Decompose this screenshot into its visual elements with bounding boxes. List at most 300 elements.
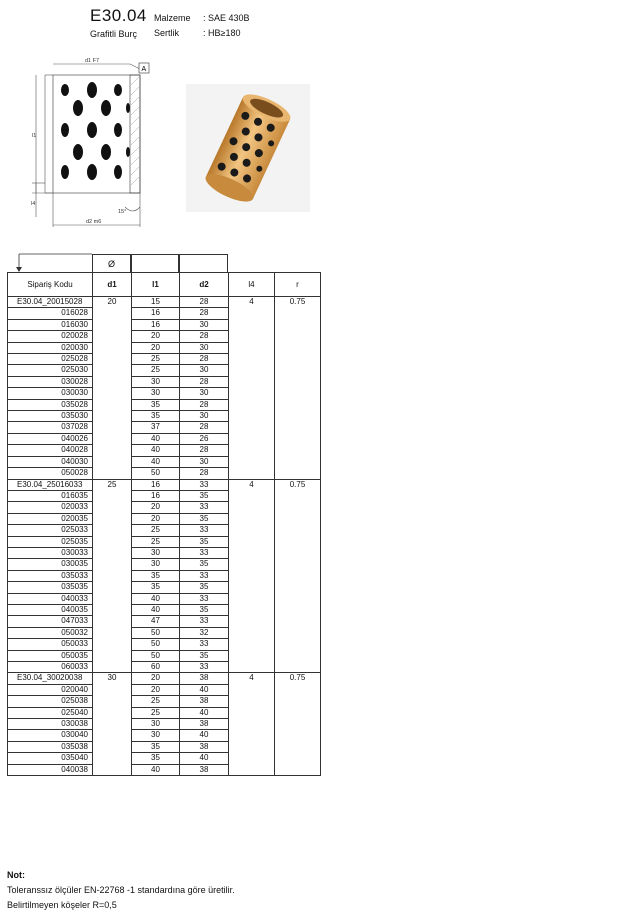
code-cell: 025038 (8, 696, 93, 707)
l1-cell: 25 (132, 707, 180, 718)
table-row (8, 456, 321, 467)
code-cell: 037028 (8, 422, 93, 433)
code-cell: 040028 (8, 445, 93, 456)
l1-cell: 30 (132, 388, 180, 399)
table-row (8, 308, 321, 319)
l4-cell (229, 684, 275, 695)
d1-cell (93, 365, 132, 376)
code-cell: 040035 (8, 604, 93, 615)
l1-cell: 40 (132, 593, 180, 604)
d2-cell: 28 (180, 354, 229, 365)
l1-cell: 25 (132, 365, 180, 376)
d1-cell (93, 536, 132, 547)
l4-cell: 4 (229, 479, 275, 490)
diameter-symbol: Ø (92, 254, 131, 273)
col-l4-header: l4 (229, 273, 275, 297)
l4-cell (229, 753, 275, 764)
d1-cell (93, 399, 132, 410)
d1-cell (93, 433, 132, 444)
d1-cell (93, 707, 132, 718)
r-cell (275, 662, 321, 673)
r-cell (275, 376, 321, 387)
code-cell: 035035 (8, 582, 93, 593)
angle-dimension: 15° (118, 209, 127, 215)
table-body (8, 297, 321, 776)
d2-cell: 32 (180, 627, 229, 638)
l1-cell: 16 (132, 308, 180, 319)
l1-cell: 35 (132, 399, 180, 410)
code-cell: 040038 (8, 764, 93, 775)
table-row (8, 639, 321, 650)
l1-cell: 30 (132, 719, 180, 730)
code-cell: 016030 (8, 319, 93, 330)
product-photo (186, 84, 310, 212)
d2-cell: 40 (180, 707, 229, 718)
r-cell (275, 696, 321, 707)
d1-cell (93, 582, 132, 593)
d1-cell (93, 684, 132, 695)
table-row (8, 297, 321, 308)
code-cell: 020028 (8, 331, 93, 342)
code-cell: 040030 (8, 456, 93, 467)
code-cell: 047033 (8, 616, 93, 627)
code-cell: 040033 (8, 593, 93, 604)
d1-cell (93, 627, 132, 638)
code-cell: 025040 (8, 707, 93, 718)
d1-cell (93, 719, 132, 730)
col-d1-header: d1 (93, 273, 132, 297)
l4-cell (229, 730, 275, 741)
code-cell: E30.04_20015028 (8, 297, 93, 308)
l4-cell (229, 331, 275, 342)
hardness-label: Sertlik (154, 28, 180, 38)
d2-cell: 35 (180, 536, 229, 547)
d1-cell (93, 741, 132, 752)
code-cell: 030038 (8, 719, 93, 730)
l1-dimension: l1 (32, 133, 37, 139)
r-cell: 0.75 (275, 479, 321, 490)
code-cell: 050028 (8, 468, 93, 479)
d2-cell: 33 (180, 616, 229, 627)
d1-cell (93, 662, 132, 673)
l1-cell: 30 (132, 376, 180, 387)
d1-cell (93, 422, 132, 433)
l1-cell: 60 (132, 662, 180, 673)
l4-cell (229, 433, 275, 444)
d2-cell: 35 (180, 604, 229, 615)
l4-cell (229, 559, 275, 570)
r-cell (275, 764, 321, 775)
l4-cell (229, 696, 275, 707)
l4-cell (229, 456, 275, 467)
table-row (8, 468, 321, 479)
table-row (8, 707, 321, 718)
l1-cell: 47 (132, 616, 180, 627)
table-row (8, 433, 321, 444)
l1-cell: 40 (132, 445, 180, 456)
r-cell (275, 627, 321, 638)
l1-cell: 15 (132, 297, 180, 308)
l1-cell: 20 (132, 684, 180, 695)
d2-cell: 26 (180, 433, 229, 444)
table-row (8, 502, 321, 513)
d2-cell: 28 (180, 297, 229, 308)
d2-cell: 33 (180, 570, 229, 581)
table-row (8, 536, 321, 547)
d1-cell (93, 604, 132, 615)
d2-cell: 35 (180, 513, 229, 524)
material-value: : SAE 430B (203, 13, 250, 23)
code-cell: 020035 (8, 513, 93, 524)
notes (7, 868, 235, 913)
d2-cell: 35 (180, 582, 229, 593)
table-row (8, 547, 321, 558)
table-row (8, 753, 321, 764)
d2-dimension: d2 m6 (86, 219, 102, 225)
d2-cell: 30 (180, 342, 229, 353)
d1-cell (93, 547, 132, 558)
r-cell (275, 308, 321, 319)
code-cell: 035033 (8, 570, 93, 581)
table-row (8, 730, 321, 741)
l4-cell (229, 354, 275, 365)
d1-cell (93, 456, 132, 467)
table-row (8, 662, 321, 673)
table-row (8, 399, 321, 410)
d2-cell: 30 (180, 319, 229, 330)
d1-cell (93, 696, 132, 707)
d2-cell: 38 (180, 673, 229, 684)
code-cell: 035028 (8, 399, 93, 410)
r-cell (275, 502, 321, 513)
notes-line-2: Belirtilmeyen köşeler R=0,5 (7, 900, 117, 910)
table-row (8, 525, 321, 536)
l1-cell: 25 (132, 696, 180, 707)
l4-cell (229, 604, 275, 615)
code-cell: 030035 (8, 559, 93, 570)
l1-cell: 25 (132, 354, 180, 365)
d1-cell: 30 (93, 673, 132, 684)
r-cell (275, 684, 321, 695)
table-row (8, 559, 321, 570)
l1-cell: 20 (132, 502, 180, 513)
d2-cell: 33 (180, 525, 229, 536)
r-cell (275, 639, 321, 650)
code-cell: 016035 (8, 490, 93, 501)
table-row (8, 570, 321, 581)
l4-cell (229, 365, 275, 376)
code-cell: E30.04_25016033 (8, 479, 93, 490)
table-row (8, 319, 321, 330)
l4-cell (229, 468, 275, 479)
d1-cell (93, 388, 132, 399)
l1-cell: 40 (132, 433, 180, 444)
r-cell (275, 456, 321, 467)
r-cell (275, 331, 321, 342)
r-cell (275, 525, 321, 536)
d2-cell: 33 (180, 662, 229, 673)
l4-cell (229, 445, 275, 456)
code-cell: 025028 (8, 354, 93, 365)
d2-cell: 35 (180, 490, 229, 501)
d1-cell (93, 593, 132, 604)
d2-cell: 33 (180, 547, 229, 558)
d1-cell (93, 513, 132, 524)
l4-cell (229, 662, 275, 673)
code-cell: 060033 (8, 662, 93, 673)
table-row (8, 376, 321, 387)
material-label: Malzeme (154, 13, 191, 23)
code-cell: 020040 (8, 684, 93, 695)
l1-cell: 35 (132, 411, 180, 422)
d2-cell: 33 (180, 593, 229, 604)
col-r-header: r (275, 273, 321, 297)
d1-cell (93, 650, 132, 661)
d1-cell (93, 753, 132, 764)
r-cell (275, 468, 321, 479)
l4-cell (229, 422, 275, 433)
product-subtitle: Grafitli Burç (90, 29, 138, 39)
l4-cell: 4 (229, 297, 275, 308)
code-cell: 020030 (8, 342, 93, 353)
spec-table (7, 272, 321, 776)
table-row (8, 445, 321, 456)
d2-cell: 38 (180, 741, 229, 752)
table-row (8, 582, 321, 593)
d2-cell: 40 (180, 730, 229, 741)
l1-cell: 50 (132, 650, 180, 661)
d1-cell (93, 525, 132, 536)
l4-cell (229, 513, 275, 524)
code-cell: 040026 (8, 433, 93, 444)
table-row (8, 593, 321, 604)
l4-cell (229, 639, 275, 650)
code-cell: 025033 (8, 525, 93, 536)
l4-cell (229, 627, 275, 638)
col-d2-header: d2 (180, 273, 229, 297)
d1-cell (93, 559, 132, 570)
l4-cell (229, 536, 275, 547)
r-cell (275, 388, 321, 399)
d1-cell (93, 616, 132, 627)
code-cell: 035030 (8, 411, 93, 422)
d1-cell (93, 468, 132, 479)
l1-cell: 35 (132, 753, 180, 764)
l4-cell (229, 388, 275, 399)
r-cell (275, 411, 321, 422)
d1-cell: 25 (93, 479, 132, 490)
l4-cell (229, 502, 275, 513)
d1-cell (93, 308, 132, 319)
r-cell (275, 753, 321, 764)
l4-cell (229, 650, 275, 661)
d2-cell: 28 (180, 399, 229, 410)
code-cell: E30.04_30020038 (8, 673, 93, 684)
r-cell: 0.75 (275, 297, 321, 308)
technical-drawing (30, 55, 160, 230)
d1-cell (93, 411, 132, 422)
r-cell (275, 513, 321, 524)
r-cell (275, 354, 321, 365)
d2-cell: 40 (180, 753, 229, 764)
d2-cell: 28 (180, 331, 229, 342)
code-cell: 035038 (8, 741, 93, 752)
table-row (8, 650, 321, 661)
r-cell (275, 582, 321, 593)
table-row (8, 411, 321, 422)
table-row (8, 479, 321, 490)
l4-cell (229, 582, 275, 593)
code-cell: 030030 (8, 388, 93, 399)
r-cell (275, 536, 321, 547)
l4-dimension: l4 (31, 201, 36, 207)
l1-cell: 50 (132, 468, 180, 479)
d1-cell (93, 319, 132, 330)
table-row (8, 719, 321, 730)
d2-cell: 28 (180, 308, 229, 319)
l1-cell: 35 (132, 741, 180, 752)
table-row (8, 684, 321, 695)
table-row (8, 490, 321, 501)
d1-cell (93, 730, 132, 741)
l1-cell: 25 (132, 536, 180, 547)
d2-cell: 35 (180, 559, 229, 570)
d2-cell: 30 (180, 365, 229, 376)
l4-cell (229, 411, 275, 422)
table-row (8, 422, 321, 433)
l4-cell (229, 399, 275, 410)
d2-cell: 33 (180, 639, 229, 650)
d2-cell: 30 (180, 388, 229, 399)
code-cell: 035040 (8, 753, 93, 764)
table-row (8, 365, 321, 376)
l1-cell: 50 (132, 627, 180, 638)
l4-cell (229, 490, 275, 501)
r-cell (275, 707, 321, 718)
r-cell: 0.75 (275, 673, 321, 684)
l4-cell (229, 376, 275, 387)
code-cell: 025030 (8, 365, 93, 376)
l1-cell: 40 (132, 456, 180, 467)
col-l1-header: l1 (132, 273, 180, 297)
r-cell (275, 650, 321, 661)
d1-cell (93, 490, 132, 501)
code-cell: 030028 (8, 376, 93, 387)
r-cell (275, 616, 321, 627)
col-code-header: Sipariş Kodu (8, 273, 93, 297)
datum-label: A (141, 66, 147, 73)
code-cell: 050035 (8, 650, 93, 661)
d2-cell: 38 (180, 719, 229, 730)
d1-cell (93, 354, 132, 365)
r-cell (275, 741, 321, 752)
d2-cell: 30 (180, 411, 229, 422)
l4-cell (229, 764, 275, 775)
code-cell: 030033 (8, 547, 93, 558)
table-row (8, 604, 321, 615)
r-cell (275, 593, 321, 604)
code-cell: 050032 (8, 627, 93, 638)
l4-cell (229, 593, 275, 604)
l1-cell: 20 (132, 513, 180, 524)
bushing-image (186, 84, 310, 212)
r-cell (275, 342, 321, 353)
d2-cell: 28 (180, 445, 229, 456)
r-cell (275, 730, 321, 741)
d1-cell: 20 (93, 297, 132, 308)
l1-cell: 37 (132, 422, 180, 433)
l1-cell: 20 (132, 331, 180, 342)
r-cell (275, 422, 321, 433)
r-cell (275, 365, 321, 376)
l1-cell: 20 (132, 673, 180, 684)
l1-cell: 20 (132, 342, 180, 353)
table-row (8, 741, 321, 752)
d2-cell: 28 (180, 376, 229, 387)
l4-cell (229, 342, 275, 353)
d2-cell: 40 (180, 684, 229, 695)
table-header-row (8, 273, 321, 297)
table-row (8, 616, 321, 627)
r-cell (275, 445, 321, 456)
l4-cell (229, 319, 275, 330)
l1-cell: 35 (132, 570, 180, 581)
l1-cell: 25 (132, 525, 180, 536)
r-cell (275, 547, 321, 558)
r-cell (275, 433, 321, 444)
d1-cell (93, 502, 132, 513)
table-row (8, 388, 321, 399)
l1-cell: 16 (132, 479, 180, 490)
table-row (8, 696, 321, 707)
d1-cell (93, 445, 132, 456)
d1-cell (93, 376, 132, 387)
d2-cell: 33 (180, 479, 229, 490)
l1-cell: 30 (132, 730, 180, 741)
l4-cell (229, 741, 275, 752)
l4-cell (229, 719, 275, 730)
table-row (8, 331, 321, 342)
l1-cell: 16 (132, 490, 180, 501)
r-cell (275, 319, 321, 330)
l4-cell (229, 616, 275, 627)
d1-cell (93, 331, 132, 342)
l4-cell (229, 547, 275, 558)
l1-cell: 40 (132, 604, 180, 615)
code-cell: 030040 (8, 730, 93, 741)
product-code: E30.04 (90, 6, 147, 25)
d1-cell (93, 342, 132, 353)
r-cell (275, 719, 321, 730)
d2-cell: 28 (180, 468, 229, 479)
table-row (8, 513, 321, 524)
r-cell (275, 490, 321, 501)
l1-cell: 30 (132, 547, 180, 558)
header-box-l1 (131, 254, 179, 273)
l4-cell (229, 308, 275, 319)
notes-line-1: Toleranssız ölçüler EN-22768 -1 standardına göre üretilir. (7, 885, 235, 895)
r-cell (275, 399, 321, 410)
table-row (8, 627, 321, 638)
code-cell: 020033 (8, 502, 93, 513)
l4-cell: 4 (229, 673, 275, 684)
r-cell (275, 570, 321, 581)
r-cell (275, 604, 321, 615)
header-box-d2 (179, 254, 228, 273)
l1-cell: 30 (132, 559, 180, 570)
d1-cell (93, 764, 132, 775)
d1-cell (93, 639, 132, 650)
